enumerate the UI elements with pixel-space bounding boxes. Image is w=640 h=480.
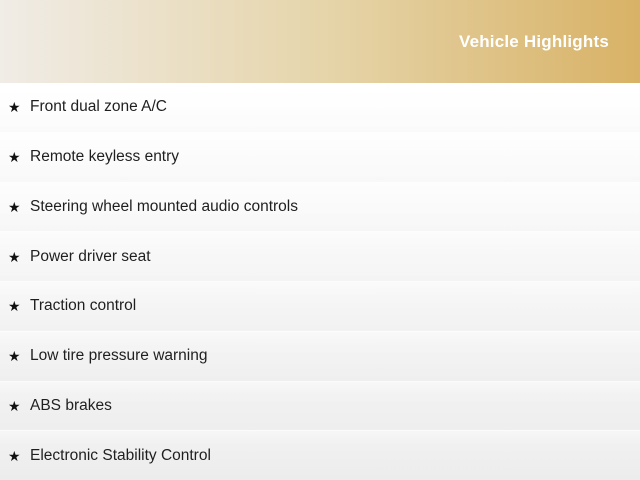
list-item bbox=[0, 381, 640, 431]
star-icon: ★ bbox=[8, 397, 21, 414]
star-icon: ★ bbox=[8, 149, 21, 166]
list-item bbox=[0, 83, 640, 132]
list-item bbox=[0, 331, 640, 381]
list-item-label: Front dual zone A/C bbox=[30, 98, 167, 116]
star-icon: ★ bbox=[8, 198, 21, 215]
star-icon: ★ bbox=[8, 248, 21, 265]
list-item-label: Power driver seat bbox=[30, 247, 151, 265]
list-item-label: Electronic Stability Control bbox=[30, 446, 211, 464]
star-icon: ★ bbox=[8, 99, 21, 116]
list-item bbox=[0, 281, 640, 331]
star-icon: ★ bbox=[8, 447, 21, 464]
list-item bbox=[0, 132, 640, 182]
list-item-label: Low tire pressure warning bbox=[30, 347, 208, 365]
list-item-label: Steering wheel mounted audio controls bbox=[30, 197, 298, 215]
star-icon: ★ bbox=[8, 348, 21, 365]
star-icon: ★ bbox=[8, 298, 21, 315]
list-item bbox=[0, 182, 640, 232]
highlights-list bbox=[0, 83, 640, 480]
list-item bbox=[0, 430, 640, 480]
list-item-label: Remote keyless entry bbox=[30, 148, 180, 166]
panel-title: Vehicle Highlights bbox=[458, 31, 609, 51]
panel-header bbox=[0, 0, 640, 83]
list-item bbox=[0, 231, 640, 281]
list-item-label: ABS brakes bbox=[30, 396, 112, 414]
list-item-label: Traction control bbox=[30, 297, 137, 315]
